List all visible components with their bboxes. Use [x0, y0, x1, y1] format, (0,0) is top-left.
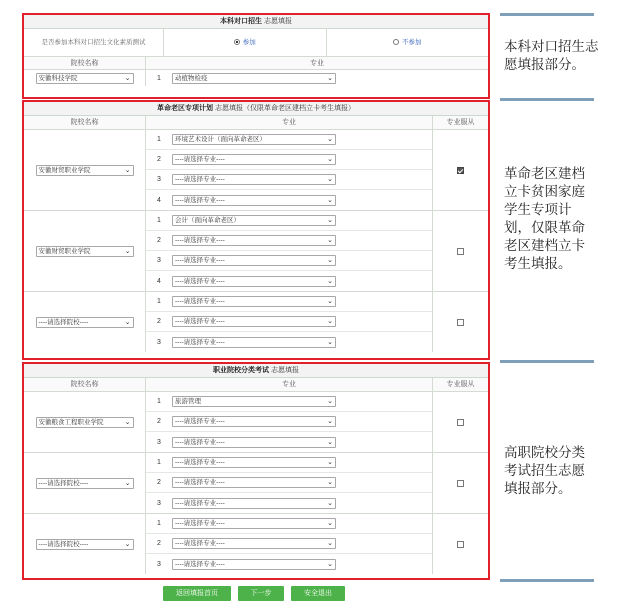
- chevron-down-icon: ⌄: [327, 520, 333, 527]
- major-select-value: 会计（面向革命老区）: [175, 217, 240, 224]
- school-cell: [24, 130, 146, 210]
- option-no-label: 不参加: [402, 39, 422, 46]
- chevron-down-icon: ⌄: [327, 398, 333, 405]
- school-header: 院校名称: [24, 378, 146, 391]
- panel-title-sub: 志愿填报: [263, 18, 292, 25]
- obey-cell: [432, 130, 488, 210]
- major-index: 2: [157, 237, 161, 244]
- obey-checkbox[interactable]: [457, 419, 464, 426]
- major-select-value: ----请选择专业----: [175, 479, 225, 486]
- major-row: [146, 312, 432, 332]
- major-select-value: ----请选择专业----: [175, 540, 225, 547]
- major-select[interactable]: [172, 457, 336, 468]
- major-select[interactable]: [172, 416, 336, 427]
- option-yes-label: 参加: [242, 39, 256, 46]
- major-index: 1: [157, 298, 161, 305]
- school-select[interactable]: [36, 73, 134, 84]
- obey-checkbox[interactable]: [457, 480, 464, 487]
- major-select[interactable]: [172, 337, 336, 348]
- major-select-value: ----请选择专业----: [175, 156, 225, 163]
- chevron-down-icon: ⌄: [327, 338, 333, 346]
- chevron-down-icon: ⌄: [327, 540, 333, 547]
- major-header: 专业: [282, 381, 296, 388]
- major-select[interactable]: [172, 538, 336, 549]
- chevron-down-icon: ⌄: [327, 176, 333, 183]
- major-index: 2: [157, 418, 161, 425]
- school-select-value: 安徽粮食工程职业学院: [38, 418, 104, 426]
- major-header: 专业: [146, 57, 488, 70]
- chevron-down-icon: ⌄: [327, 479, 333, 486]
- panel-title-main: 革命老区专项计划: [157, 105, 214, 112]
- major-row: [146, 231, 432, 251]
- major-index: 1: [157, 459, 161, 466]
- major-list: [146, 514, 432, 574]
- major-index: 3: [157, 257, 161, 264]
- school-group: [24, 392, 488, 453]
- undergrad-panel: [22, 13, 490, 99]
- major-index: 3: [157, 438, 161, 446]
- chevron-down-icon: ⌄: [327, 298, 333, 305]
- major-row: [146, 453, 432, 473]
- major-index: 2: [157, 479, 161, 486]
- obey-checkbox[interactable]: [457, 248, 464, 255]
- major-list: [146, 292, 432, 352]
- major-list: [146, 211, 432, 291]
- school-cell: [24, 70, 145, 86]
- major-row: [146, 130, 432, 150]
- school-group: [24, 211, 488, 292]
- major-index: 1: [157, 136, 161, 143]
- school-select-value: 安徽财贸职业学院: [38, 247, 91, 255]
- major-index: 3: [157, 338, 161, 346]
- chevron-down-icon: ⌄: [327, 560, 333, 568]
- major-select[interactable]: [172, 73, 336, 84]
- major-select-value: ----请选择专业----: [175, 277, 225, 285]
- table-header: [24, 116, 488, 130]
- school-cell: [24, 292, 146, 352]
- major-row: [146, 211, 432, 231]
- option-yes[interactable]: [164, 29, 327, 56]
- panel-title-main: 职业院校分类考试: [213, 367, 270, 374]
- major-index: 2: [157, 156, 161, 163]
- undergrad-panel-title: [24, 15, 488, 29]
- major-row: [146, 412, 432, 432]
- school-cell: [24, 453, 146, 513]
- school-column: [24, 57, 146, 86]
- radio-no[interactable]: [393, 39, 399, 45]
- major-select[interactable]: [172, 477, 336, 488]
- obey-cell: [432, 211, 488, 291]
- note-vocational: 高职院校分类考试招生志愿填报部分。: [504, 445, 585, 497]
- major-row: [146, 170, 432, 190]
- major-select[interactable]: [172, 296, 336, 307]
- major-index: 3: [157, 176, 161, 183]
- chevron-down-icon: ⌄: [327, 438, 333, 446]
- school-select[interactable]: [36, 246, 134, 257]
- school-select-value: ----请选择院校----: [38, 479, 89, 487]
- school-group: [24, 453, 488, 514]
- divider-line: [500, 360, 594, 363]
- chevron-down-icon: ⌄: [327, 74, 333, 82]
- major-select[interactable]: [172, 437, 336, 448]
- school-select[interactable]: [36, 539, 134, 550]
- logout-button[interactable]: 安全退出: [291, 586, 345, 601]
- major-row: [146, 473, 432, 493]
- note-undergrad: 本科对口招生志愿填报部分。: [504, 39, 599, 73]
- obey-header: 专业服从: [432, 116, 488, 129]
- table-header: [24, 378, 488, 392]
- culture-test-question-row: [24, 29, 488, 57]
- major-select[interactable]: [172, 559, 336, 570]
- major-index: 3: [157, 499, 161, 507]
- school-cell: [24, 211, 146, 291]
- major-select-value: ----请选择专业----: [175, 298, 225, 305]
- note-old-revolutionary: 革命老区建档立卡贫困家庭学生专项计划，仅限革命老区建档立卡考生填报。: [504, 166, 585, 272]
- major-index: 2: [157, 318, 161, 325]
- major-row: [146, 271, 432, 291]
- old-revolutionary-panel-title: [24, 102, 488, 116]
- school-group: [24, 130, 488, 211]
- major-select-value: ----请选择专业----: [175, 257, 225, 264]
- school-select-value: ----请选择院校----: [38, 540, 89, 548]
- major-select-value: 环境艺术设计（面向革命老区）: [175, 136, 266, 143]
- major-select[interactable]: [172, 174, 336, 185]
- major-select[interactable]: [172, 215, 336, 226]
- major-select-value: ----请选择专业----: [175, 520, 225, 527]
- obey-header: 专业服从: [432, 378, 488, 391]
- major-row: [146, 514, 432, 534]
- chevron-down-icon: ⌄: [327, 257, 333, 264]
- major-select-value: ----请选择专业----: [175, 176, 225, 183]
- major-select[interactable]: [172, 276, 336, 287]
- major-select[interactable]: [172, 235, 336, 246]
- major-header: 专业: [282, 119, 296, 126]
- obey-cell: [432, 392, 488, 452]
- chevron-down-icon: ⌄: [327, 156, 333, 163]
- major-select-value: 旅游管理: [175, 398, 201, 405]
- chevron-down-icon: ⌄: [124, 318, 131, 326]
- major-select-value: ----请选择专业----: [175, 438, 225, 446]
- major-row: [146, 292, 432, 312]
- old-revolutionary-panel: [22, 100, 490, 360]
- major-column: [146, 57, 488, 86]
- school-select[interactable]: [36, 417, 134, 428]
- chevron-down-icon: ⌄: [327, 196, 333, 204]
- school-cell: [24, 392, 146, 452]
- obey-cell: [432, 292, 488, 352]
- school-groups: [24, 130, 488, 352]
- chevron-down-icon: ⌄: [327, 499, 333, 507]
- major-row: [146, 190, 432, 210]
- chevron-down-icon: ⌄: [327, 277, 333, 285]
- major-select-value: ----请选择专业----: [175, 418, 225, 425]
- next-step-button[interactable]: 下一步: [238, 586, 284, 601]
- chevron-down-icon: ⌄: [124, 540, 131, 548]
- major-select-value: ----请选择专业----: [175, 237, 225, 244]
- back-home-button[interactable]: 返回填报首页: [163, 586, 231, 601]
- major-select[interactable]: [172, 195, 336, 206]
- school-group: [24, 514, 488, 574]
- school-select-value: ----请选择院校----: [38, 318, 89, 326]
- vocational-panel-title: [24, 364, 488, 378]
- school-select-value: 安徽科技学院: [38, 74, 78, 82]
- chevron-down-icon: ⌄: [327, 237, 333, 244]
- major-select[interactable]: [172, 498, 336, 509]
- school-groups: [24, 392, 488, 574]
- school-group: [24, 292, 488, 352]
- panel-title-sub: 志愿填报（仅限革命老区建档立卡考生填报）: [214, 105, 355, 112]
- major-index: 4: [157, 277, 161, 285]
- obey-cell: [432, 514, 488, 574]
- chevron-down-icon: ⌄: [124, 247, 131, 255]
- major-select-value: ----请选择专业----: [175, 459, 225, 466]
- divider-line: [500, 98, 594, 101]
- major-list: [146, 130, 432, 210]
- chevron-down-icon: ⌄: [124, 74, 131, 82]
- school-select-value: 安徽财贸职业学院: [38, 166, 91, 174]
- vocational-panel: [22, 362, 490, 580]
- major-select[interactable]: [172, 134, 336, 145]
- option-no[interactable]: [327, 29, 489, 56]
- major-select[interactable]: [172, 255, 336, 266]
- obey-checkbox[interactable]: [457, 541, 464, 548]
- undergrad-choice: [24, 57, 488, 86]
- divider-line: [500, 13, 594, 16]
- major-select-value: ----请选择专业----: [175, 338, 225, 346]
- major-select-value: 动植物检疫: [175, 74, 208, 82]
- culture-test-question: 是否参加本科对口招生文化素质测试: [24, 29, 164, 56]
- school-header: 院校名称: [24, 57, 145, 70]
- major-select[interactable]: [172, 154, 336, 165]
- chevron-down-icon: ⌄: [327, 318, 333, 325]
- major-row: [146, 150, 432, 170]
- school-select[interactable]: [36, 165, 134, 176]
- school-select[interactable]: [36, 317, 134, 328]
- major-select[interactable]: [172, 518, 336, 529]
- major-row: [146, 432, 432, 452]
- major-row: [146, 554, 432, 574]
- chevron-down-icon: ⌄: [327, 217, 333, 224]
- obey-cell: [432, 453, 488, 513]
- chevron-down-icon: ⌄: [327, 459, 333, 466]
- obey-checkbox[interactable]: [457, 319, 464, 326]
- chevron-down-icon: ⌄: [124, 166, 131, 174]
- chevron-down-icon: ⌄: [327, 136, 333, 143]
- major-row: [146, 332, 432, 352]
- major-row: [146, 493, 432, 513]
- major-index: 3: [157, 560, 161, 568]
- major-list: [146, 392, 432, 452]
- divider-line: [500, 579, 594, 582]
- major-row: [146, 392, 432, 412]
- major-select-value: ----请选择专业----: [175, 499, 225, 507]
- major-list: [146, 453, 432, 513]
- major-index: 1: [157, 398, 161, 405]
- panel-title-main: 本科对口招生: [220, 18, 263, 25]
- chevron-down-icon: ⌄: [124, 418, 131, 426]
- chevron-down-icon: ⌄: [327, 418, 333, 425]
- school-select[interactable]: [36, 478, 134, 489]
- major-select-value: ----请选择专业----: [175, 318, 225, 325]
- obey-checkbox[interactable]: [457, 167, 464, 174]
- major-index: 2: [157, 540, 161, 547]
- major-index: 4: [157, 196, 161, 204]
- school-cell: [24, 514, 146, 574]
- panel-title-sub: 志愿填报: [270, 367, 299, 374]
- radio-yes[interactable]: [234, 39, 240, 45]
- major-row: [146, 534, 432, 554]
- major-select-value: ----请选择专业----: [175, 560, 225, 568]
- chevron-down-icon: ⌄: [124, 479, 131, 487]
- major-index: 1: [157, 74, 161, 82]
- major-row: [146, 251, 432, 271]
- major-select-value: ----请选择专业----: [175, 196, 225, 204]
- major-select[interactable]: [172, 316, 336, 327]
- major-index: 1: [157, 520, 161, 527]
- school-header: 院校名称: [24, 116, 146, 129]
- major-select[interactable]: [172, 396, 336, 407]
- major-index: 1: [157, 217, 161, 224]
- major-cell: [146, 70, 488, 86]
